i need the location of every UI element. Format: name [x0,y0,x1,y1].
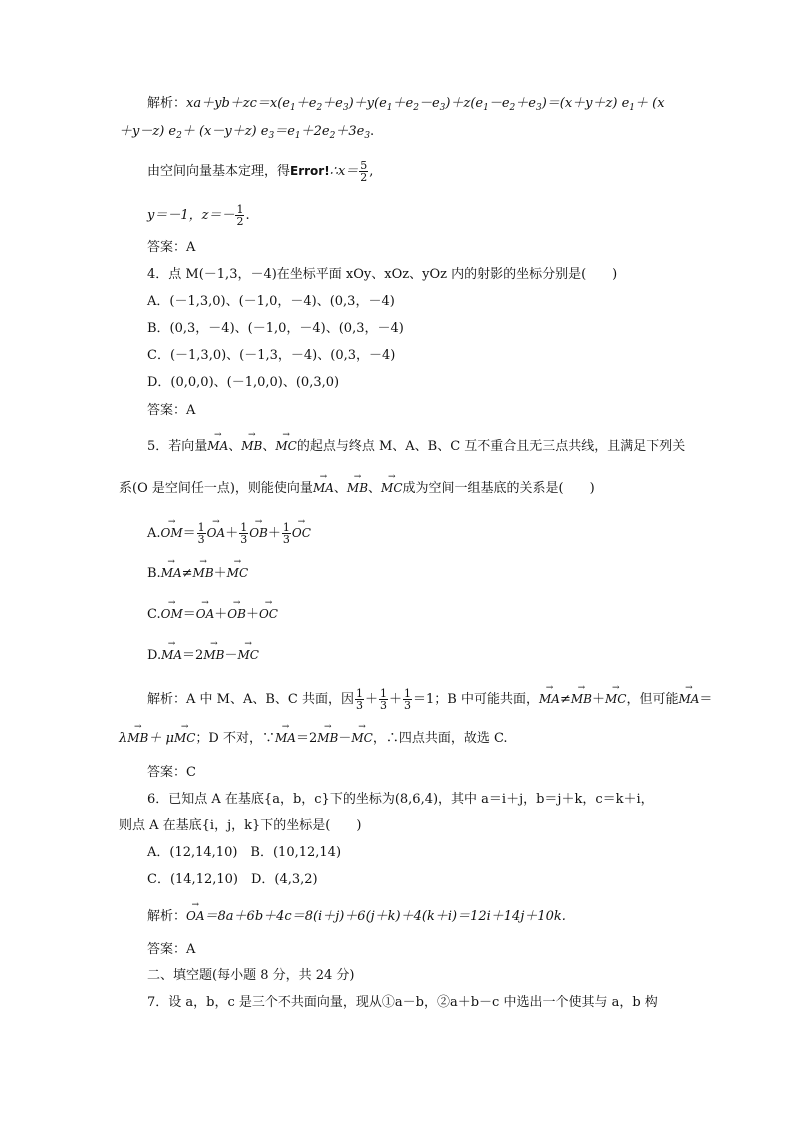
solution-3-line-4: y＝－1，z＝－ $\frac{1}{2}$ . [147,203,250,228]
fraction: $\frac{1}{2}$ [236,203,244,228]
fraction: $\frac{1}{3}$ [197,521,205,546]
solution-5-line-2: λ→ MB＋ μ→ MC；D 不对，∵→ MA＝2→ MB－→ MC，∴四点共面，故选 C. [119,730,508,747]
solution-3-line-3: 由空间向量基本定理，得Error!∴x＝ $\frac{5}{2}$ , [147,159,374,184]
question-7-line-1: 7．设 a，b，c 是三个不共面向量，现从①a－b，②a＋b－c 中选出一个使其与 a，b 构 [147,995,658,1010]
answer-4: 答案：A [147,403,196,418]
question-5-option-a: A.→ OM＝ $\frac{1}{3}$ → OA＋ $\frac{1}{3}$ → OB＋ $\frac{1}{3}$ → OC [147,522,311,545]
solution-3-line-2: ＋y－z) $e_2+ (x-y+z)$ $e_3=e_1+2e_2+3e_3$. [119,124,375,141]
question-5-line-2: 系(O 是空间任一点)，则能使向量→ MA、→ MB、→ MC成为空间一组基底的关系是( ) [119,480,595,497]
fraction: $\frac{1}{3}$ [356,687,363,712]
question-6-line-2: 则点 A 在基底{i，j，k}下的坐标是( ) [119,818,362,833]
section-heading-fill-in: 二、填空题(每小题 8 分，共 24 分) [147,968,355,983]
fraction: $\frac{5}{2}$ [360,159,368,184]
fraction: $\frac{1}{3}$ [282,521,290,546]
question-6-options-ab: A．(12,14,10) B．(10,12,14) [147,845,342,860]
question-5-option-c: C.→ OM＝→ OA＋→ OB＋→ OC [147,606,278,623]
question-6-line-1: 6．已知点 A 在基底{a，b，c}下的坐标为(8,6,4)，其中 a＝i＋j，b＝j＋k，c＝k＋i， [147,792,654,807]
fraction: $\frac{1}{3}$ [240,521,248,546]
answer-3: 答案：A [147,240,196,255]
question-5-line-1: 5．若向量→ MA、→ MB、→ MC的起点与终点 M、A、B、C 互不重合且无三点共线，且满足下列关 [147,438,685,455]
fraction: $\frac{1}{3}$ [404,687,412,712]
solution-5-line-1: 解析：A 中 M、A、B、C 共面，因 $\frac{1}{3}$ ＋ $\frac{1}{3}$ ＋ $\frac{1}{3}$ ＝1；B 中可能共面，→ MA≠→ MB＋→ MC，但可能→ MA＝ [147,688,712,711]
question-5-option-d: D.→ MA＝2→ MB－→ MC [147,647,259,664]
question-4-option-b: B．(0,3，－4)、(－1,0，－4)、(0,3，－4) [147,321,404,336]
question-4: 4．点 M(－1,3，－4)在坐标平面 xOy、xOz、yOz 内的射影的坐标分别是( ) [147,267,618,282]
fraction: $\frac{1}{3}$ [380,687,388,712]
question-5-option-b: B.→ MA≠→ MB＋→ MC [147,565,248,582]
question-6-options-cd: C．(14,12,10) D．(4,3,2) [147,872,318,887]
question-4-option-d: D．(0,0,0)、(－1,0,0)、(0,3,0) [147,375,340,390]
question-4-option-c: C．(－1,3,0)、(－1,3，－4)、(0,3，－4) [147,348,396,363]
answer-6: 答案：A [147,942,196,957]
solution-6: 解析：→ OA＝8a＋6b＋4c＝8(i＋j)＋6(j＋k)＋4(k＋i)＝12i＋14j＋10k. [147,908,566,925]
answer-5: 答案：C [147,765,196,780]
question-4-option-a: A．(－1,3,0)、(－1,0，－4)、(0,3，－4) [147,294,395,309]
solution-3-line-1: 解析：$xa+yb+zc=x(e_1+e_2+e_3)+y(e_1+e_2-e_3)+z(e_1-e_2+e_3)=(x+y+z)$ $e_1+ (x$ [147,96,665,113]
